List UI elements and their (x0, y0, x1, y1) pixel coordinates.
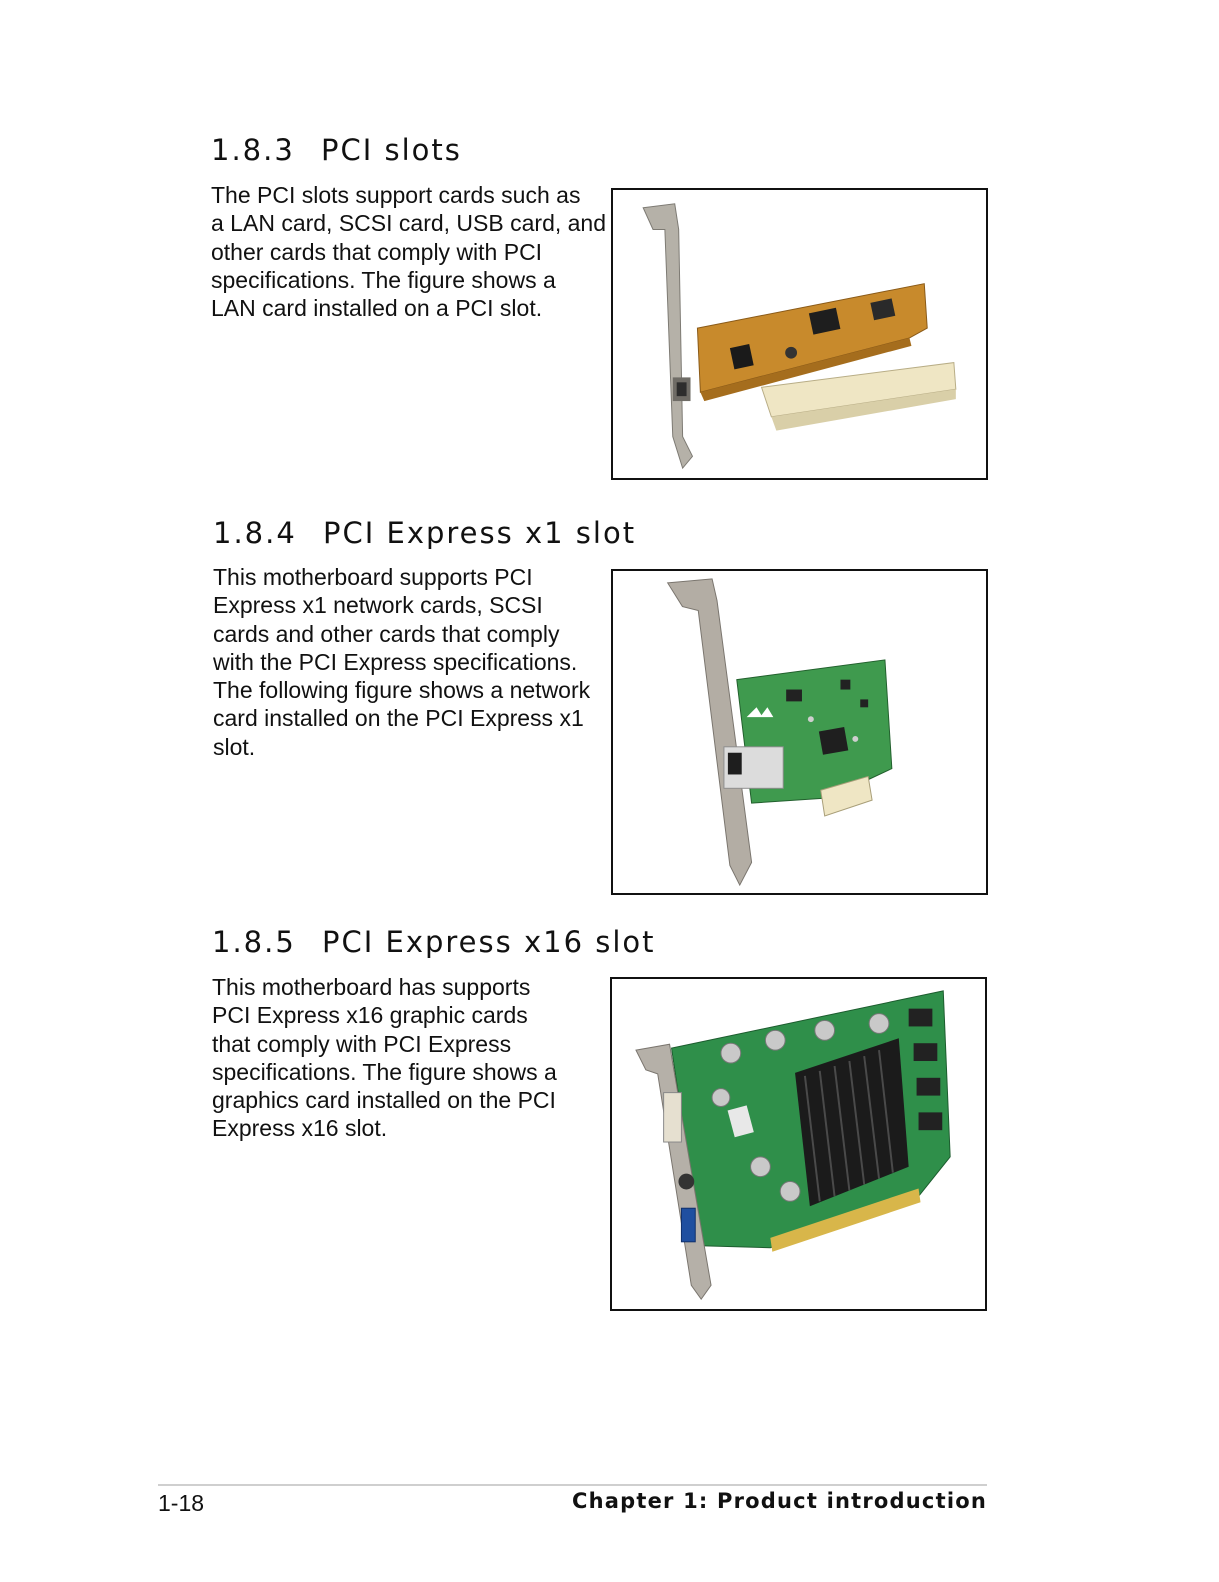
text-line: Express x16 slot. (212, 1115, 388, 1142)
text-line: specifications. The figure shows a (211, 266, 556, 293)
chapter-title: Chapter 1: Product introduction (571, 1489, 987, 1513)
text-line: card installed on the PCI Express x1 (213, 705, 584, 732)
text-line: cards and other cards that comply (213, 620, 560, 647)
text-line: that comply with PCI Express (212, 1030, 512, 1057)
text-line: graphics card installed on the PCI (212, 1087, 556, 1114)
text-line: with the PCI Express specifications. (213, 648, 578, 675)
section-heading-pcie-x16 (212, 925, 656, 959)
page-number: 1-18 (158, 1490, 205, 1516)
footer-divider (158, 1484, 987, 1486)
figure-pcie-x16-graphics-card (610, 977, 987, 1311)
section-title: PCI slots (321, 133, 462, 167)
section-title: PCI Express x16 slot (322, 925, 656, 959)
section-number: 1.8.5 (212, 925, 296, 959)
section-body-pcie-x16 (212, 973, 557, 1143)
section-heading-pcie-x1 (213, 516, 636, 550)
text-line: slot. (213, 733, 256, 760)
section-number: 1.8.4 (213, 516, 297, 550)
figure-pci-lan-card (611, 188, 988, 480)
text-line: a LAN card, SCSI card, USB card, and (211, 210, 607, 237)
text-line: other cards that comply with PCI (211, 238, 543, 265)
section-body-pci-slots (211, 181, 606, 322)
section-title: PCI Express x1 slot (323, 516, 637, 550)
pci-lan-card-illustration (613, 190, 986, 478)
figure-pcie-x1-network-card (611, 569, 988, 895)
text-line: Express x1 network cards, SCSI (213, 592, 543, 619)
pcie-x1-network-card-illustration (613, 571, 986, 893)
text-line: specifications. The figure shows a (212, 1058, 557, 1085)
section-body-pcie-x1 (213, 563, 590, 761)
text-line: LAN card installed on a PCI slot. (211, 295, 543, 322)
text-line: PCI Express x16 graphic cards (212, 1002, 528, 1029)
section-heading-pci-slots (211, 133, 462, 167)
section-number: 1.8.3 (211, 133, 295, 167)
text-line: This motherboard has supports (212, 974, 531, 1000)
pcie-x16-graphics-card-illustration (612, 979, 985, 1309)
text-line: The PCI slots support cards such as (211, 182, 581, 208)
text-line: The following figure shows a network (213, 677, 591, 704)
text-line: This motherboard supports PCI (213, 564, 533, 590)
